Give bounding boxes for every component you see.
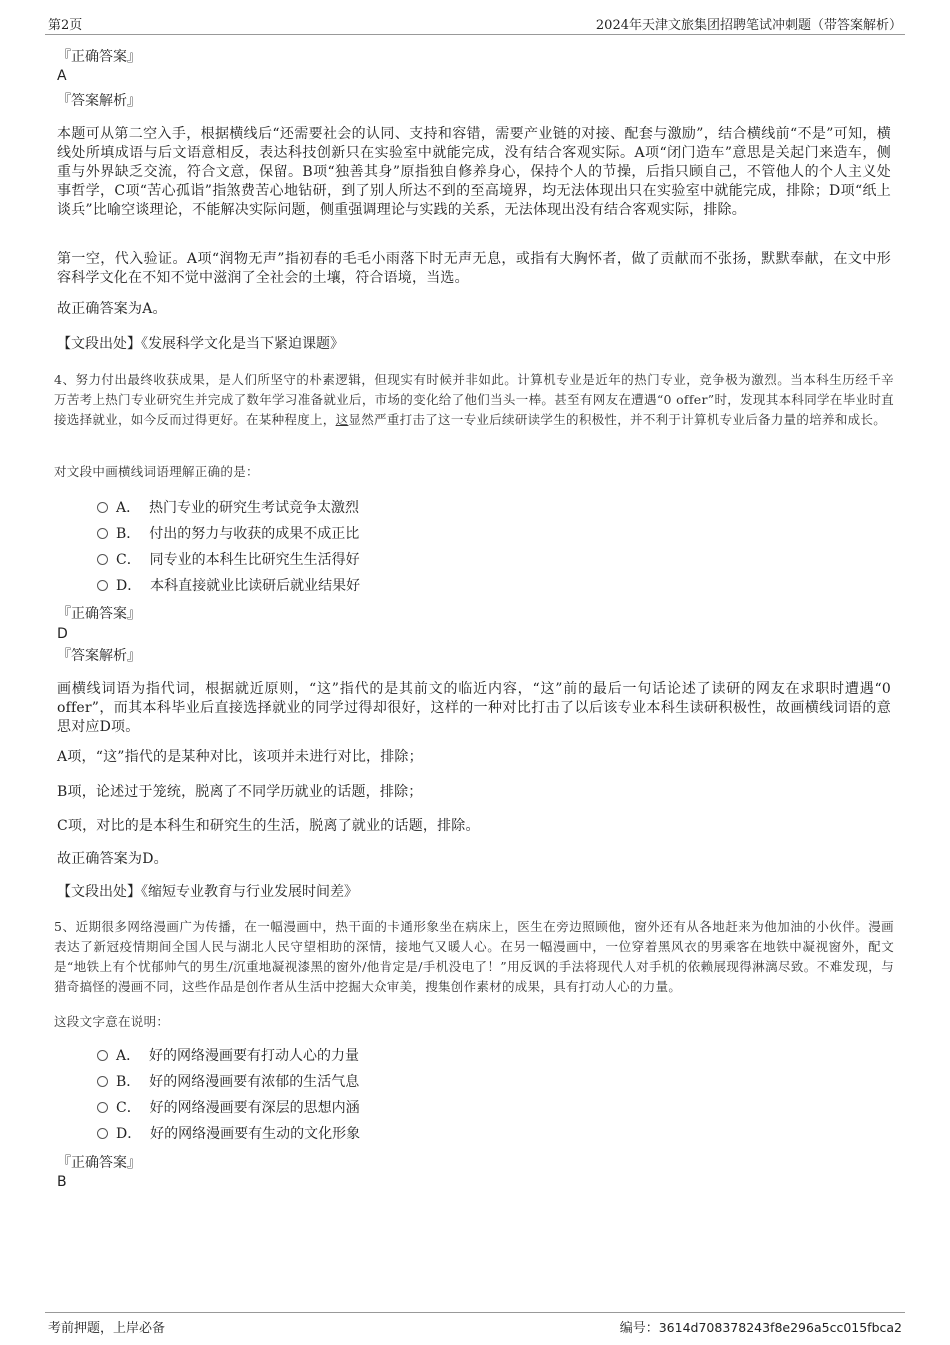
option-letter: C． — [116, 552, 141, 568]
q3-analysis-conclusion: 故正确答案为A。 — [57, 301, 167, 317]
option-letter: B． — [116, 526, 141, 542]
document-title: 2024年天津文旅集团招聘笔试冲刺题（带答案解析） — [595, 18, 902, 33]
radio-icon[interactable] — [97, 580, 108, 591]
q5-option-b[interactable] — [97, 1071, 359, 1093]
page-header — [45, 14, 905, 35]
q3-analysis-para: 第一空，代入验证。A项“润物无声”指初春的毛毛小雨落下时无声无息，或指有大胸怀者，做了贡献而不张扬，默默奉献，在文中形容科学文化在不知不觉中滋润了全社会的土壤，符合语境，当选。 — [57, 251, 891, 286]
radio-icon[interactable] — [97, 528, 108, 539]
option-text: 热门专业的研究生考试竞争太激烈 — [149, 500, 360, 516]
q4-stem — [54, 370, 894, 430]
q4-answer: D — [57, 626, 68, 642]
q4-analysis-conclusion: 故正确答案为D。 — [57, 851, 168, 867]
q3-analysis-label: 『答案解析』 — [57, 93, 141, 109]
option-letter: A． — [116, 1048, 141, 1064]
q4-analysis-option: B项，论述过于笼统，脱离了不同学历就业的话题，排除； — [57, 784, 423, 800]
q4-option-d[interactable] — [97, 575, 360, 597]
q4-answer-label: 『正确答案』 — [57, 606, 141, 622]
q4-analysis-para: 画横线词语为指代词，根据就近原则，“这”指代的是其前文的临近内容，“这”前的最后一句话论述了读研的网友在求职时遭遇“0 offer”，而其本科毕业后直接选择就业的同学过得却很好，这样的一种对比打击了以后该专业本科生读研积极性，故画横线词语的意思对应D项。 — [57, 681, 891, 735]
option-text: 好的网络漫画要有生动的文化形象 — [150, 1126, 361, 1142]
footer-code-value: 3614d708378243f8e296a5cc015fbca2 — [658, 1320, 902, 1335]
option-letter: D． — [116, 1126, 142, 1142]
q5-answer: B — [57, 1174, 67, 1190]
option-text: 付出的努力与收获的成果不成正比 — [149, 526, 360, 542]
q5-question: 这段文字意在说明： — [54, 1014, 170, 1029]
q5-option-c[interactable] — [97, 1097, 360, 1119]
q3-source: 【文段出处】《发展科学文化是当下紧迫课题》 — [57, 336, 344, 352]
option-text: 好的网络漫画要有深层的思想内涵 — [149, 1100, 360, 1116]
footer-slogan: 考前押题，上岸必备 — [48, 1321, 166, 1336]
q5-option-a[interactable] — [97, 1045, 359, 1067]
radio-icon[interactable] — [97, 554, 108, 565]
q4-analysis-option: A项，“这”指代的是某种对比，该项并未进行对比，排除； — [57, 749, 423, 765]
radio-icon[interactable] — [97, 1076, 108, 1087]
option-letter: C． — [116, 1100, 141, 1116]
radio-icon[interactable] — [97, 1050, 108, 1061]
option-text: 好的网络漫画要有浓郁的生活气息 — [149, 1074, 360, 1090]
radio-icon[interactable] — [97, 502, 108, 513]
option-letter: D． — [116, 578, 142, 594]
q3-analysis-para: 本题可从第二空入手，根据横线后“还需要社会的认同、支持和容错，需要产业链的对接、配套与激励”，结合横线前“不是”可知，横线处所填成语与后文语意相反，表达科技创新只在实验室中就能完成，没有结合客观实际。A项“闭门造车”意思是关起门来造车，侧重与外界缺乏交流，符合文意，保留。B项“独善其身”原指独自修养身心，保持个人的节操，后指只顾自己，不管他人的个人主义处事哲学，C项“苦心孤诣”指煞费苦心地钻研，到了别人所达不到的至高境界，均无法体现出只在实验室中就能完成，排除；D项“纸上谈兵”比喻空谈理论，不能解决实际问题，侧重强调理论与实践的关系，无法体现出没有结合客观实际，排除。 — [57, 126, 891, 218]
radio-icon[interactable] — [97, 1128, 108, 1139]
q3-answer: A — [57, 68, 67, 84]
footer-code — [620, 1317, 902, 1336]
q4-option-a[interactable] — [97, 497, 359, 519]
q4-option-c[interactable] — [97, 549, 360, 571]
q3-answer-label: 『正确答案』 — [57, 49, 141, 65]
page-number: 第2页 — [48, 18, 83, 33]
q5-option-d[interactable] — [97, 1123, 360, 1145]
option-letter: B． — [116, 1074, 141, 1090]
radio-icon[interactable] — [97, 1102, 108, 1113]
option-letter: A． — [116, 500, 141, 516]
q4-stem-text: 显然严重打击了这一专业后续研读学生的积极性，并不利于计算机专业后备力量的培养和成长。 — [348, 412, 887, 427]
q4-analysis-option: C项，对比的是本科生和研究生的生活，脱离了就业的话题，排除。 — [57, 818, 480, 834]
q4-option-b[interactable] — [97, 523, 359, 545]
q4-underlined-word: 这 — [335, 412, 349, 427]
q4-question: 对文段中画横线词语理解正确的是： — [54, 464, 259, 479]
option-text: 好的网络漫画要有打动人心的力量 — [149, 1048, 360, 1064]
q4-source: 【文段出处】《缩短专业教育与行业发展时间差》 — [57, 884, 358, 900]
q4-stem-text: 4、努力付出最终收获成果，是人们所坚守的朴素逻辑，但现实有时候并非如此。计算机专业是近年的热门专业，竞争极为激烈。当本科生历经千辛万苦考上热门专业研究生并完成了数年学习准备就业后，市场的变化给了他们当头一棒。甚至有网友在遭遇“0 offer”时，发现其本科同学在毕业时直接选择就业，如今反而过得更好。在某种程度上， — [54, 372, 894, 427]
footer-code-label: 编号： — [619, 1321, 659, 1336]
q5-answer-label: 『正确答案』 — [57, 1155, 141, 1171]
q5-stem: 5、近期很多网络漫画广为传播，在一幅漫画中，热干面的卡通形象坐在病床上，医生在旁边照顾他，窗外还有从各地赶来为他加油的小伙伴。漫画表达了新冠疫情期间全国人民与湖北人民守望相助的深情，接地气又暖人心。在另一幅漫画中，一位穿着黑风衣的男乘客在地铁中凝视窗外，配文是“地铁上有个忧郁帅气的男生/沉重地凝视漆黑的窗外/他肯定是/手机没电了！”用反讽的手法将现代人对手机的依赖展现得淋漓尽致。不难发现，与猎奇搞怪的漫画不同，这些作品是创作者从生活中挖掘大众审美，搜集创作素材的成果，具有打动人心的力量。 — [54, 919, 894, 994]
page-footer — [45, 1312, 905, 1337]
q4-analysis-label: 『答案解析』 — [57, 648, 141, 664]
option-text: 本科直接就业比读研后就业结果好 — [150, 578, 361, 594]
option-text: 同专业的本科生比研究生生活得好 — [149, 552, 360, 568]
